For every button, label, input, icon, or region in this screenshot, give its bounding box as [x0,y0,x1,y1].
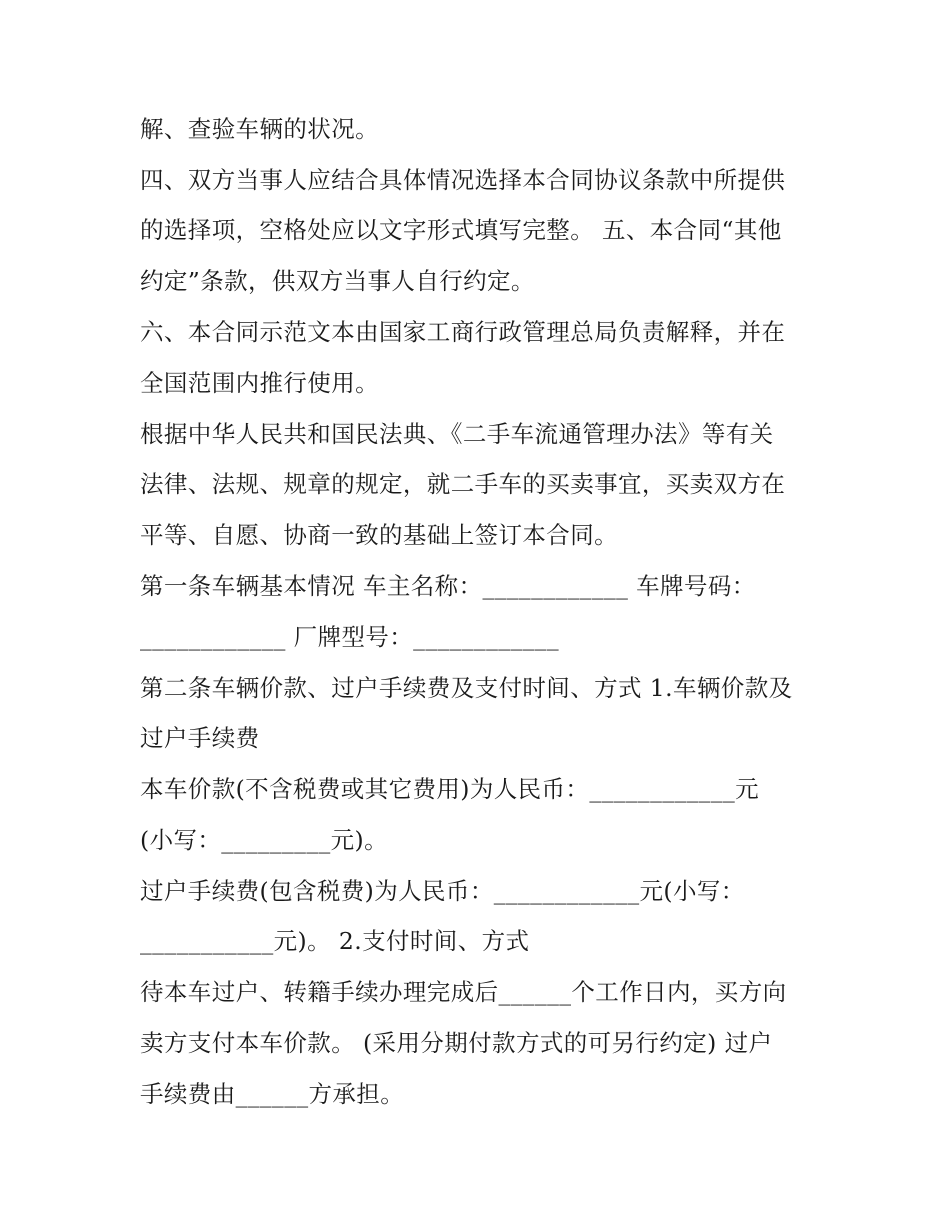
text-line-2: 四、双方当事人应结合具体情况选择本合同协议条款中所提供 [140,166,786,194]
text-line-10: 第一条车辆基本情况 车主名称：____________ 车牌号码： [140,572,756,600]
text-line-7: 根据中华人民共和国民法典、《二手车流通管理办法》等有关 [140,420,774,448]
text-line-9: 平等、自愿、协商一致的基础上签订本合同。 [140,521,618,549]
text-line-6: 全国范围内推行使用。 [140,369,379,397]
text-line-18: 待本车过户、转籍手续办理完成后______个工作日内，买方向 [140,978,787,1006]
text-line-4: 约定”条款，供双方当事人自行约定。 [140,267,535,295]
text-line-19: 卖方支付本车价款。 (采用分期付款方式的可另行约定) 过户 [140,1029,773,1057]
text-line-12: 第二条车辆价款、过户手续费及支付时间、方式 1.车辆价款及 [140,674,793,702]
text-line-5: 六、本合同示范文本由国家工商行政管理总局负责解释，并在 [140,318,786,346]
text-line-17: ___________元)。 2.支付时间、方式 [140,927,530,955]
text-line-20: 手续费由______方承担。 [140,1080,405,1108]
text-line-8: 法律、法规、规章的规定，就二手车的买卖事宜，买卖双方在 [140,470,786,498]
text-line-15: (小写：_________元)。 [140,826,388,854]
text-line-13: 过户手续费 [140,724,260,752]
text-line-14: 本车价款(不含税费或其它费用)为人民币：____________元 [140,775,760,803]
text-line-16: 过户手续费(包含税费)为人民币：____________元(小写： [140,877,745,905]
text-line-3: 的选择项，空格处应以文字形式填写完整。 五、本合同“其他 [140,216,782,244]
text-line-1: 解、查验车辆的状况。 [140,115,379,143]
text-line-11: ____________ 厂牌型号：____________ [140,623,559,651]
